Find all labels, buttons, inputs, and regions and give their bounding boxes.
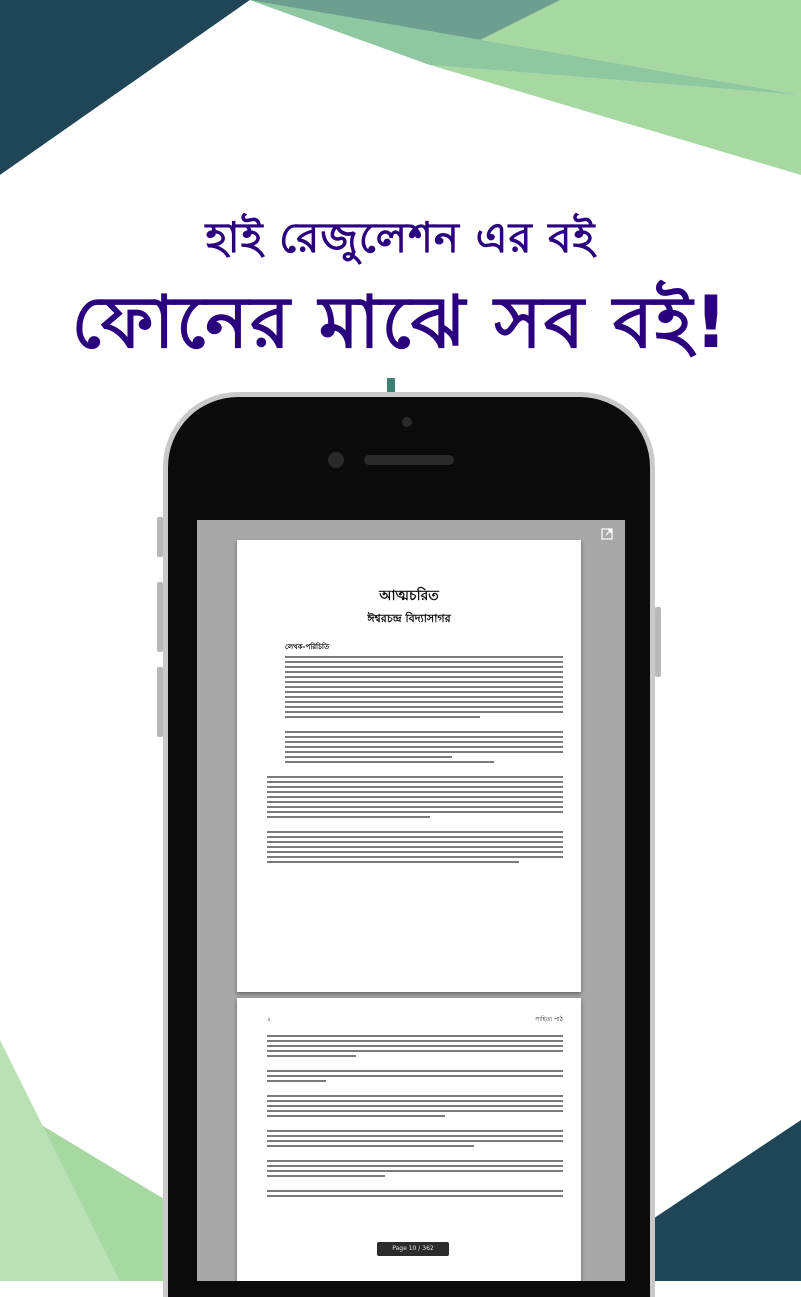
page-author: ঈশ্বরচন্দ্র বিদ্যাসাগর bbox=[367, 612, 451, 625]
phone-side-button bbox=[655, 607, 661, 677]
phone-antenna bbox=[387, 378, 395, 398]
front-camera bbox=[328, 452, 344, 468]
page-number: ২ bbox=[267, 1016, 271, 1023]
page-section-heading: লেখক-পরিচিতি bbox=[285, 643, 330, 651]
phone-side-button bbox=[157, 582, 163, 652]
page-text-block bbox=[285, 656, 563, 763]
page-indicator[interactable] bbox=[377, 1242, 449, 1256]
reader-screen[interactable] bbox=[197, 520, 625, 1281]
phone-side-button bbox=[157, 517, 163, 557]
pager-label: Page bbox=[392, 1245, 407, 1252]
page-header bbox=[267, 1014, 563, 1025]
book-page-1[interactable] bbox=[237, 540, 581, 992]
phone-side-button bbox=[157, 667, 163, 737]
page-text-block bbox=[267, 1035, 563, 1197]
book-page-2[interactable] bbox=[237, 998, 581, 1281]
page-text-block bbox=[267, 776, 563, 863]
proximity-sensor bbox=[402, 417, 412, 427]
earpiece-speaker bbox=[364, 455, 454, 465]
page-title: আত্মচরিত bbox=[379, 588, 439, 604]
pager-current: 10 bbox=[408, 1245, 417, 1252]
headline-title: ফোনের মাঝে সব বই! bbox=[71, 280, 730, 364]
pager-total: 362 bbox=[422, 1245, 434, 1252]
headline-subtitle: হাই রেজুলেশন এর বই bbox=[205, 213, 596, 262]
expand-icon[interactable] bbox=[599, 528, 615, 544]
pager-separator: / bbox=[418, 1245, 421, 1252]
running-head: সাহিত্য পাঠ bbox=[535, 1016, 563, 1023]
